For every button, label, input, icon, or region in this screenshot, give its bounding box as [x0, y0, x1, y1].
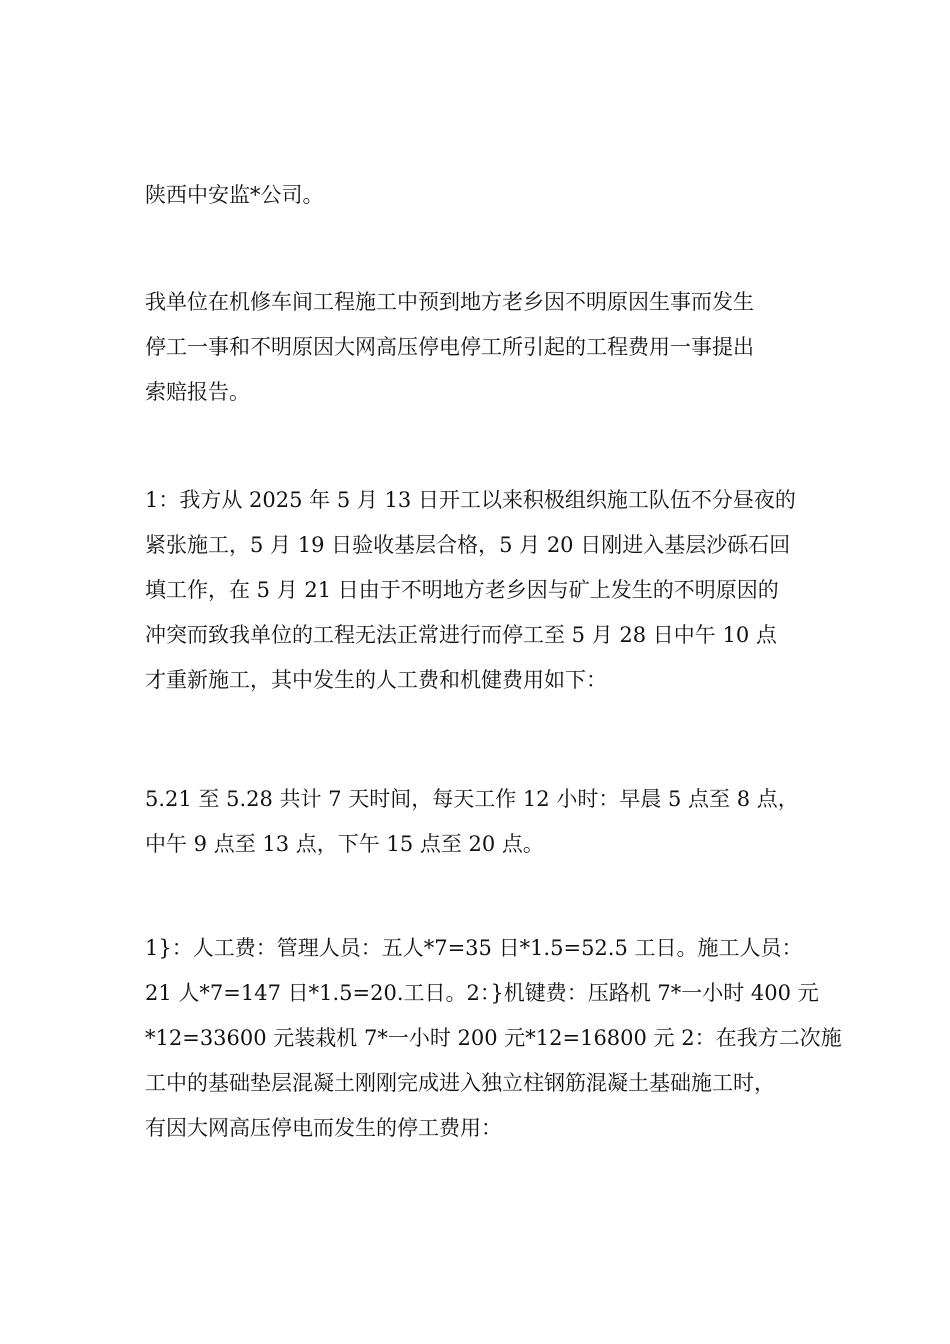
text-line: *12=33600 元装栽机 7*一小时 200 元*12=16800 元 2：在我方二次施 [145, 1026, 842, 1050]
text-line: 填工作，在 5 月 21 日由于不明地方老乡因与矿上发生的不明原因的 [145, 578, 779, 602]
paragraph-schedule [145, 777, 835, 867]
text-line: 1：我方从 2025 年 5 月 13 日开工以来积极组织施工队伍不分昼夜的 [145, 488, 796, 512]
text-line: 陕西中安监*公司。 [145, 183, 324, 207]
text-line: 我单位在机修车间工程施工中预到地方老乡因不明原因生事而发生 [145, 290, 754, 314]
text-line: 5.21 至 5.28 共计 7 天时间，每天工作 12 小时：早晨 5 点至 8 点， [145, 787, 799, 811]
paragraph-addressee [145, 173, 835, 218]
paragraph-intro [145, 280, 835, 415]
paragraph-item-1 [145, 478, 835, 703]
text-line: 工中的基础垫层混凝土刚刚完成进入独立柱钢筋混凝土基础施工时， [145, 1071, 775, 1095]
text-line: 1}：人工费：管理人员：五人*7=35 日*1.5=52.5 工日。施工人员： [145, 936, 803, 960]
text-line: 中午 9 点至 13 点，下午 15 点至 20 点。 [145, 832, 544, 856]
text-line: 紧张施工，5 月 19 日验收基层合格，5 月 20 日刚进入基层沙砾石回 [145, 533, 791, 557]
text-line: 才重新施工，其中发生的人工费和机健费用如下： [145, 668, 607, 692]
text-line: 停工一事和不明原因大网高压停电停工所引起的工程费用一事提出 [145, 335, 754, 359]
text-line: 21 人*7=147 日*1.5=20.工日。2：}机键费：压路机 7*一小时 400 元 [145, 981, 819, 1005]
text-line: 冲突而致我单位的工程无法正常进行而停工至 5 月 28 日中午 10 点 [145, 623, 777, 647]
text-line: 有因大网高压停电而发生的停工费用： [145, 1116, 502, 1140]
text-line: 索赔报告。 [145, 380, 250, 404]
paragraph-costs [145, 926, 842, 1151]
